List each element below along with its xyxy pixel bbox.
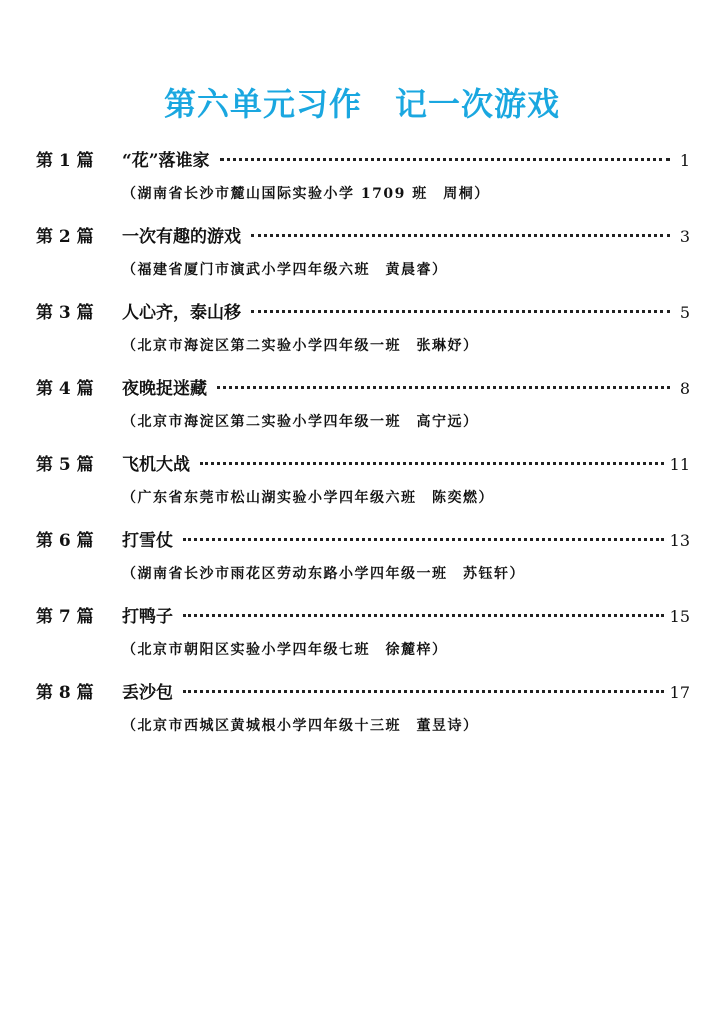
toc-entry-5[interactable] [36,450,690,526]
entry-source: （湖南省长沙市雨花区劳动东路小学四年级一班 苏钰轩） [122,566,525,582]
entry-number: 第 2 篇 [36,227,94,247]
dot-leader [220,158,670,161]
entry-title[interactable]: 人心齐，泰山移 [122,303,241,323]
toc-entry-2[interactable] [36,222,690,298]
entry-number: 第 8 篇 [36,683,94,703]
entry-page-number: 5 [679,303,690,322]
dot-leader [251,310,670,313]
entry-page-number: 17 [669,683,690,702]
toc-entry-line [36,146,690,176]
entry-title[interactable]: 丢沙包 [122,683,173,703]
entry-number: 第 4 篇 [36,379,94,399]
entry-source: （福建省厦门市演武小学四年级六班 黄晨睿） [122,262,448,278]
toc-entry-line [36,298,690,328]
entry-number: 第 6 篇 [36,531,94,551]
entry-source: （广东省东莞市松山湖实验小学四年级六班 陈奕燃） [122,490,494,506]
toc-entry-line [36,450,690,480]
entry-source: （北京市朝阳区实验小学四年级七班 徐麓梓） [122,642,448,658]
dot-leader [183,690,664,693]
toc-entry-3[interactable] [36,298,690,374]
toc-entry-8[interactable] [36,678,690,754]
entry-page-number: 8 [679,379,690,398]
toc-entry-line [36,678,690,708]
entry-page-number: 3 [679,227,690,246]
toc-entry-7[interactable] [36,602,690,678]
entry-page-number: 13 [669,531,690,550]
toc-entry-line [36,374,690,404]
entry-source: （湖南省长沙市麓山国际实验小学 1709 班 周桐） [122,186,490,202]
entry-source: （北京市海淀区第二实验小学四年级一班 张琳妤） [122,338,479,354]
entry-title[interactable]: “花”落谁家 [122,151,210,171]
entry-source: （北京市西城区黄城根小学四年级十三班 董昱诗） [122,718,479,734]
entry-title[interactable]: 一次有趣的游戏 [122,227,241,247]
toc-entry-4[interactable] [36,374,690,450]
toc-entry-line [36,222,690,252]
toc-entry-6[interactable] [36,526,690,602]
toc-entry-1[interactable] [36,146,690,222]
table-of-contents [36,146,690,754]
toc-entry-line [36,602,690,632]
entry-number: 第 5 篇 [36,455,94,475]
dot-leader [251,234,670,237]
entry-number: 第 7 篇 [36,607,94,627]
toc-entry-line [36,526,690,556]
entry-title[interactable]: 夜晚捉迷藏 [122,379,207,399]
entry-title[interactable]: 飞机大战 [122,455,190,475]
entry-source: （北京市海淀区第二实验小学四年级一班 高宁远） [122,414,479,430]
dot-leader [183,538,664,541]
entry-title[interactable]: 打雪仗 [122,531,173,551]
page-title: 第六单元习作 记一次游戏 [163,85,560,123]
entry-page-number: 11 [669,455,690,474]
entry-page-number: 15 [669,607,690,626]
entry-number: 第 1 篇 [36,151,94,171]
dot-leader [183,614,664,617]
entry-title[interactable]: 打鸭子 [122,607,173,627]
entry-number: 第 3 篇 [36,303,94,323]
dot-leader [217,386,670,389]
entry-page-number: 1 [679,151,690,170]
dot-leader [200,462,664,465]
